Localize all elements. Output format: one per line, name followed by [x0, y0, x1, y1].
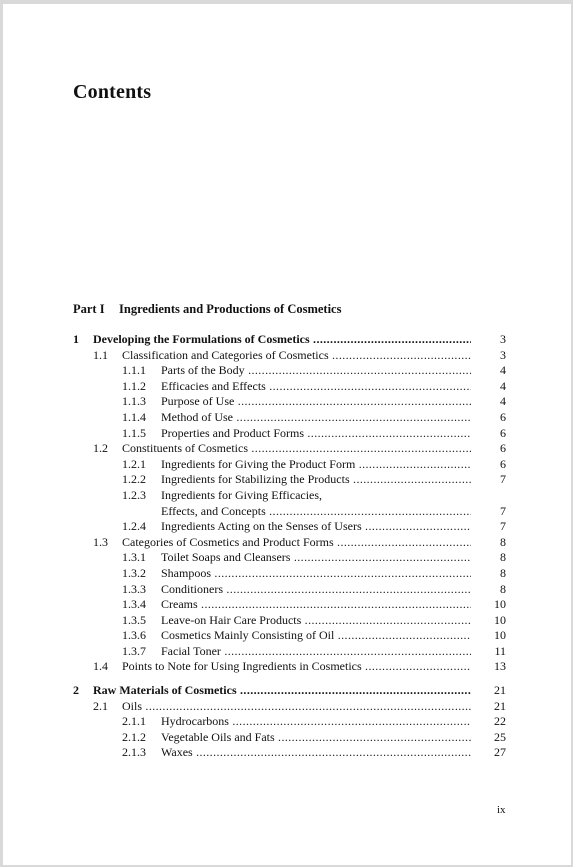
toc-entry[interactable] — [3, 659, 571, 675]
toc-entry-number: 2.1.1 — [122, 714, 146, 729]
toc-entry-title: Toilet Soaps and Cleansers ..... — [161, 550, 471, 566]
toc-entry[interactable] — [3, 582, 571, 598]
toc-entry-page: 3 — [500, 332, 506, 346]
toc-entry-number: 1.3.7 — [122, 643, 146, 658]
toc-entry-page: 8 — [500, 534, 506, 549]
toc-entry-title: Effects, and Concepts ..... — [161, 504, 471, 520]
toc-entry-number: 1.1.4 — [122, 409, 146, 424]
toc-entry-title: Classification and Categories of Cosmetics ..... — [122, 348, 471, 364]
toc-entry[interactable] — [3, 363, 571, 379]
toc-entry[interactable] — [3, 394, 571, 410]
toc-entry[interactable] — [3, 730, 571, 746]
toc-entry[interactable] — [3, 535, 571, 551]
toc-entry-title: Conditioners ..... — [161, 582, 471, 598]
toc-entry-title: Method of Use ..... — [161, 410, 471, 426]
page-folio: ix — [497, 804, 506, 816]
part-title: Ingredients and Productions of Cosmetics — [119, 302, 342, 316]
toc-entry[interactable] — [3, 597, 571, 613]
toc-entry-page: 22 — [494, 714, 506, 729]
toc-entry-page: 10 — [494, 597, 506, 612]
toc-entry-page: 25 — [494, 729, 506, 744]
toc-entry-title: Ingredients for Giving Efficacies, — [161, 487, 323, 502]
toc-entry-number: 1.3 — [93, 534, 108, 549]
toc-entry-title: Ingredients for Giving the Product Form ..... — [161, 457, 471, 473]
toc-entry-title: Constituents of Cosmetics ..... — [122, 441, 471, 457]
table-of-contents — [3, 332, 571, 761]
toc-entry[interactable] — [3, 745, 571, 761]
toc-entry-page: 4 — [500, 378, 506, 393]
toc-entry[interactable] — [3, 410, 571, 426]
part-label: Part I — [73, 302, 105, 316]
toc-entry-number: 1.1 — [93, 347, 108, 362]
toc-entry-page: 6 — [500, 441, 506, 456]
toc-entry-page: 8 — [500, 581, 506, 596]
toc-entry[interactable] — [3, 699, 571, 715]
toc-entry-page: 8 — [500, 565, 506, 580]
toc-entry[interactable] — [3, 472, 571, 488]
toc-entry-page: 21 — [494, 683, 506, 698]
toc-entry-number: 1.2.2 — [122, 472, 146, 487]
toc-entry-page: 21 — [494, 698, 506, 713]
toc-entry-page: 6 — [500, 409, 506, 424]
toc-entry-number: 1.3.5 — [122, 612, 146, 627]
toc-entry-title: Ingredients for Stabilizing the Products ..... — [161, 472, 471, 488]
toc-entry-title: Raw Materials of Cosmetics ..... — [93, 683, 471, 699]
toc-entry-title: Facial Toner ..... — [161, 644, 471, 660]
toc-entry[interactable] — [3, 441, 571, 457]
toc-entry-title: Points to Note for Using Ingredients in Cosmetics ..... — [122, 659, 471, 675]
toc-entry[interactable] — [3, 519, 571, 535]
part-heading — [73, 302, 341, 317]
toc-entry-number: 1.3.6 — [122, 628, 146, 643]
toc-entry-page: 6 — [500, 456, 506, 471]
toc-entry-title: Oils ..... — [122, 699, 471, 715]
toc-entry[interactable] — [3, 332, 571, 348]
toc-entry-title: Parts of the Body ..... — [161, 363, 471, 379]
toc-entry-number: 1.1.1 — [122, 363, 146, 378]
toc-entry-title: Cosmetics Mainly Consisting of Oil ..... — [161, 628, 471, 644]
toc-entry-number: 1.3.2 — [122, 565, 146, 580]
toc-entry[interactable] — [3, 683, 571, 699]
toc-entry-title: Developing the Formulations of Cosmetics ..... — [93, 332, 471, 348]
toc-entry[interactable] — [3, 348, 571, 364]
toc-entry-page: 7 — [500, 472, 506, 487]
toc-entry-number: 2.1.3 — [122, 745, 146, 760]
toc-entry-title: Categories of Cosmetics and Product Forms ..... — [122, 535, 471, 551]
toc-entry[interactable] — [3, 488, 571, 504]
toc-entry-title: Efficacies and Effects ..... — [161, 379, 471, 395]
toc-entry-number: 1.2.1 — [122, 456, 146, 471]
toc-entry-page: 13 — [494, 659, 506, 674]
toc-entry[interactable] — [3, 457, 571, 473]
toc-entry-page: 7 — [500, 503, 506, 518]
toc-entry-title: Vegetable Oils and Fats ..... — [161, 730, 471, 746]
toc-entry[interactable] — [3, 628, 571, 644]
toc-entry-page: 3 — [500, 347, 506, 362]
page-title: Contents — [73, 81, 152, 103]
document-page — [3, 4, 571, 865]
toc-entry-number: 1.1.2 — [122, 378, 146, 393]
toc-entry-number: 1.2.4 — [122, 519, 146, 534]
toc-entry-number: 1.3.3 — [122, 581, 146, 596]
toc-entry-number: 1.3.4 — [122, 597, 146, 612]
toc-entry-number: 1.1.3 — [122, 394, 146, 409]
toc-entry-title: Leave-on Hair Care Products ..... — [161, 613, 471, 629]
toc-entry-number: 2.1 — [93, 698, 108, 713]
toc-entry-title: Ingredients Acting on the Senses of Users ..... — [161, 519, 471, 535]
toc-entry-page: 8 — [500, 550, 506, 565]
toc-entry-page: 10 — [494, 628, 506, 643]
toc-entry-title: Properties and Product Forms ..... — [161, 426, 471, 442]
toc-entry-title: Waxes ..... — [161, 745, 471, 761]
toc-entry-page: 11 — [494, 643, 506, 658]
toc-entry[interactable] — [3, 426, 571, 442]
toc-entry-number: 1.2.3 — [122, 487, 146, 502]
toc-entry[interactable] — [3, 379, 571, 395]
toc-entry-number: 1.4 — [93, 659, 108, 674]
toc-entry-number: 1 — [73, 332, 79, 346]
toc-entry-page: 7 — [500, 519, 506, 534]
toc-entry-title: Purpose of Use ..... — [161, 394, 471, 410]
toc-entry[interactable] — [3, 504, 571, 520]
toc-entry-number: 1.1.5 — [122, 425, 146, 440]
toc-entry-title: Creams ..... — [161, 597, 471, 613]
toc-entry-page: 10 — [494, 612, 506, 627]
toc-entry-page: 27 — [494, 745, 506, 760]
toc-entry-number: 2 — [73, 683, 79, 698]
toc-entry[interactable] — [3, 613, 571, 629]
toc-entry[interactable] — [3, 550, 571, 566]
toc-entry[interactable] — [3, 566, 571, 582]
toc-entry-number: 1.3.1 — [122, 550, 146, 565]
toc-entry-page: 4 — [500, 363, 506, 378]
toc-entry[interactable] — [3, 644, 571, 660]
toc-entry-title: Hydrocarbons ..... — [161, 714, 471, 730]
toc-entry-number: 2.1.2 — [122, 729, 146, 744]
toc-entry-title: Shampoos ..... — [161, 566, 471, 582]
toc-entry-number: 1.2 — [93, 441, 108, 456]
toc-entry-page: 4 — [500, 394, 506, 409]
toc-entry-page: 6 — [500, 425, 506, 440]
toc-entry[interactable] — [3, 714, 571, 730]
